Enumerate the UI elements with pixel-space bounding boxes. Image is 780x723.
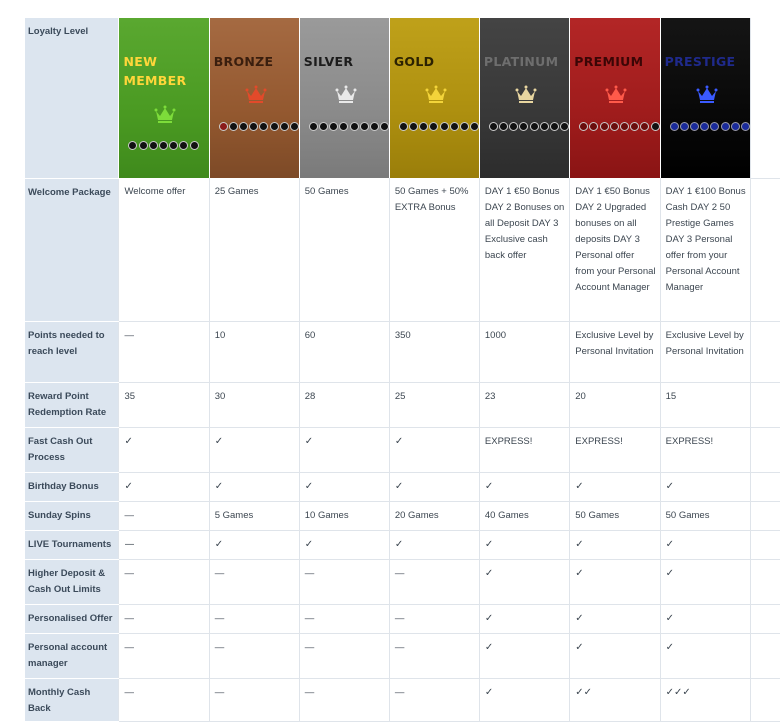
cell-fast-cash-out: EXPRESS! bbox=[570, 427, 660, 472]
level-dot-icon bbox=[721, 122, 730, 131]
cell-welcome-package: Welcome offer bbox=[119, 178, 209, 321]
tier-header-new-member bbox=[119, 18, 209, 178]
tier-name: NEW MEMBER bbox=[123, 54, 187, 88]
row-sunday-spins bbox=[25, 501, 780, 530]
row-redemption-rate bbox=[25, 382, 780, 427]
level-dot-icon bbox=[409, 122, 418, 131]
row-higher-limits bbox=[25, 559, 780, 604]
cell-account-manager: ✓ bbox=[479, 633, 569, 678]
cell-points-needed: Exclusive Level by Personal Invitation bbox=[660, 321, 750, 382]
cell-account-manager: — bbox=[119, 633, 209, 678]
level-dot-icon bbox=[630, 122, 639, 131]
cell-account-manager: — bbox=[299, 633, 389, 678]
row-label-higher-limits: Higher Deposit & Cash Out Limits bbox=[25, 559, 119, 604]
level-dot-icon bbox=[239, 122, 248, 131]
overflow-column bbox=[751, 604, 780, 633]
cell-higher-limits: — bbox=[119, 559, 209, 604]
row-account-manager bbox=[25, 633, 780, 678]
level-dot-icon bbox=[429, 122, 438, 131]
level-dot-icon bbox=[399, 122, 408, 131]
level-dot-icon bbox=[620, 122, 629, 131]
tier-header-premium bbox=[570, 18, 660, 178]
level-dot-icon bbox=[600, 122, 609, 131]
tier-name: BRONZE bbox=[213, 54, 274, 69]
cell-account-manager: ✓ bbox=[570, 633, 660, 678]
tier-header-gold bbox=[389, 18, 479, 178]
level-dot-icon bbox=[380, 122, 389, 131]
cell-fast-cash-out: EXPRESS! bbox=[660, 427, 750, 472]
level-dot-icon bbox=[128, 141, 137, 150]
level-dot-icon bbox=[690, 122, 699, 131]
row-label-points-needed: Points needed to reach level bbox=[25, 321, 119, 382]
cell-live-tournaments: ✓ bbox=[389, 530, 479, 559]
level-dot-icon bbox=[470, 122, 479, 131]
row-label-redemption-rate: Reward Point Redemption Rate bbox=[25, 382, 119, 427]
cell-higher-limits: ✓ bbox=[479, 559, 569, 604]
level-dots bbox=[670, 122, 750, 131]
tier-name: SILVER bbox=[303, 54, 354, 69]
level-dot-icon bbox=[731, 122, 740, 131]
level-dots bbox=[399, 122, 479, 131]
overflow-column bbox=[751, 178, 780, 321]
tier-name: GOLD bbox=[393, 54, 435, 69]
tier-name: PLATINUM bbox=[483, 54, 559, 69]
cell-welcome-package: 25 Games bbox=[209, 178, 299, 321]
overflow-column bbox=[751, 321, 780, 382]
cell-monthly-cash-back: — bbox=[389, 678, 479, 721]
level-dot-icon bbox=[509, 122, 518, 131]
crown-icon bbox=[515, 84, 537, 104]
cell-welcome-package: DAY 1 €100 Bonus Cash DAY 2 50 Prestige Games DAY 3 Personal offer from your Personal Account Manager bbox=[660, 178, 750, 321]
cell-welcome-package: 50 Games bbox=[299, 178, 389, 321]
level-dot-icon bbox=[350, 122, 359, 131]
row-live-tournaments bbox=[25, 530, 780, 559]
overflow-column bbox=[751, 427, 780, 472]
tier-header-silver bbox=[299, 18, 389, 178]
crown-icon bbox=[425, 84, 447, 104]
cell-monthly-cash-back: ✓✓ bbox=[570, 678, 660, 721]
cell-points-needed: 10 bbox=[209, 321, 299, 382]
crown-icon bbox=[605, 84, 627, 104]
cell-birthday-bonus: ✓ bbox=[119, 472, 209, 501]
cell-monthly-cash-back: ✓ bbox=[479, 678, 569, 721]
level-dot-icon bbox=[680, 122, 689, 131]
loyalty-comparison-table bbox=[25, 18, 780, 722]
overflow-column bbox=[751, 501, 780, 530]
row-label-birthday-bonus: Birthday Bonus bbox=[25, 472, 119, 501]
level-dot-icon bbox=[329, 122, 338, 131]
level-dot-icon bbox=[610, 122, 619, 131]
overflow-column bbox=[751, 382, 780, 427]
row-loyalty-level bbox=[25, 18, 780, 178]
cell-redemption-rate: 30 bbox=[209, 382, 299, 427]
cell-sunday-spins: 10 Games bbox=[299, 501, 389, 530]
row-label-live-tournaments: LIVE Tournaments bbox=[25, 530, 119, 559]
row-label-personalised-offer: Personalised Offer bbox=[25, 604, 119, 633]
row-welcome-package bbox=[25, 178, 780, 321]
level-dot-icon bbox=[280, 122, 289, 131]
level-dot-icon bbox=[440, 122, 449, 131]
cell-higher-limits: — bbox=[299, 559, 389, 604]
level-dot-icon bbox=[339, 122, 348, 131]
cell-welcome-package: 50 Games + 50% EXTRA Bonus bbox=[389, 178, 479, 321]
cell-personalised-offer: — bbox=[299, 604, 389, 633]
crown-icon bbox=[696, 84, 718, 104]
level-dot-icon bbox=[419, 122, 428, 131]
cell-fast-cash-out: ✓ bbox=[119, 427, 209, 472]
cell-redemption-rate: 20 bbox=[570, 382, 660, 427]
cell-birthday-bonus: ✓ bbox=[389, 472, 479, 501]
cell-fast-cash-out: ✓ bbox=[299, 427, 389, 472]
overflow-column bbox=[751, 633, 780, 678]
level-dot-icon bbox=[139, 141, 148, 150]
level-dot-icon bbox=[309, 122, 318, 131]
cell-points-needed: 1000 bbox=[479, 321, 569, 382]
cell-live-tournaments: ✓ bbox=[209, 530, 299, 559]
cell-birthday-bonus: ✓ bbox=[209, 472, 299, 501]
row-fast-cash-out bbox=[25, 427, 780, 472]
cell-points-needed: Exclusive Level by Personal Invitation bbox=[570, 321, 660, 382]
cell-welcome-package: DAY 1 €50 Bonus DAY 2 Bonuses on all Deposit DAY 3 Exclusive cash back offer bbox=[479, 178, 569, 321]
level-dot-icon bbox=[229, 122, 238, 131]
cell-live-tournaments: ✓ bbox=[299, 530, 389, 559]
cell-personalised-offer: ✓ bbox=[660, 604, 750, 633]
overflow-column bbox=[751, 18, 780, 178]
row-label-loyalty-level: Loyalty Level bbox=[25, 18, 119, 178]
cell-sunday-spins: 5 Games bbox=[209, 501, 299, 530]
cell-live-tournaments: ✓ bbox=[570, 530, 660, 559]
cell-birthday-bonus: ✓ bbox=[660, 472, 750, 501]
cell-fast-cash-out: ✓ bbox=[209, 427, 299, 472]
cell-personalised-offer: — bbox=[119, 604, 209, 633]
cell-fast-cash-out: ✓ bbox=[389, 427, 479, 472]
level-dot-icon bbox=[579, 122, 588, 131]
row-label-sunday-spins: Sunday Spins bbox=[25, 501, 119, 530]
level-dot-icon bbox=[560, 122, 569, 131]
cell-monthly-cash-back: — bbox=[209, 678, 299, 721]
crown-icon bbox=[245, 84, 267, 104]
level-dot-icon bbox=[370, 122, 379, 131]
cell-fast-cash-out: EXPRESS! bbox=[479, 427, 569, 472]
level-dot-icon bbox=[259, 122, 268, 131]
level-dot-icon bbox=[190, 141, 199, 150]
cell-points-needed: 60 bbox=[299, 321, 389, 382]
cell-higher-limits: — bbox=[389, 559, 479, 604]
level-dots bbox=[579, 122, 659, 131]
row-birthday-bonus bbox=[25, 472, 780, 501]
cell-live-tournaments: ✓ bbox=[660, 530, 750, 559]
cell-account-manager: — bbox=[389, 633, 479, 678]
level-dot-icon bbox=[589, 122, 598, 131]
tier-name: PRESTIGE bbox=[664, 54, 736, 69]
level-dot-icon bbox=[651, 122, 660, 131]
crown-icon bbox=[154, 104, 176, 124]
row-label-account-manager: Personal account manager bbox=[25, 633, 119, 678]
cell-welcome-package: DAY 1 €50 Bonus DAY 2 Upgraded bonuses on all deposits DAY 3 Personal offer from your Personal Account Manager bbox=[570, 178, 660, 321]
cell-account-manager: ✓ bbox=[660, 633, 750, 678]
level-dot-icon bbox=[670, 122, 679, 131]
level-dot-icon bbox=[249, 122, 258, 131]
level-dot-icon bbox=[710, 122, 719, 131]
level-dot-icon bbox=[179, 141, 188, 150]
row-monthly-cash-back bbox=[25, 678, 780, 721]
level-dot-icon bbox=[519, 122, 528, 131]
overflow-column bbox=[751, 472, 780, 501]
cell-live-tournaments: — bbox=[119, 530, 209, 559]
cell-points-needed: — bbox=[119, 321, 209, 382]
cell-sunday-spins: 50 Games bbox=[570, 501, 660, 530]
level-dot-icon bbox=[219, 122, 228, 131]
level-dots bbox=[489, 122, 569, 131]
level-dot-icon bbox=[290, 122, 299, 131]
level-dot-icon bbox=[499, 122, 508, 131]
level-dot-icon bbox=[319, 122, 328, 131]
tier-header-prestige bbox=[660, 18, 750, 178]
level-dots bbox=[309, 122, 389, 131]
level-dot-icon bbox=[270, 122, 279, 131]
level-dot-icon bbox=[460, 122, 469, 131]
cell-monthly-cash-back: ✓✓✓ bbox=[660, 678, 750, 721]
tier-name: PREMIUM bbox=[574, 54, 644, 69]
tier-header-platinum bbox=[479, 18, 569, 178]
level-dot-icon bbox=[169, 141, 178, 150]
loyalty-table-wrapper bbox=[25, 18, 780, 722]
cell-redemption-rate: 28 bbox=[299, 382, 389, 427]
level-dot-icon bbox=[360, 122, 369, 131]
cell-sunday-spins: 50 Games bbox=[660, 501, 750, 530]
cell-personalised-offer: ✓ bbox=[479, 604, 569, 633]
level-dot-icon bbox=[741, 122, 750, 131]
cell-personalised-offer: — bbox=[389, 604, 479, 633]
cell-live-tournaments: ✓ bbox=[479, 530, 569, 559]
cell-redemption-rate: 25 bbox=[389, 382, 479, 427]
overflow-column bbox=[751, 530, 780, 559]
cell-sunday-spins: 40 Games bbox=[479, 501, 569, 530]
level-dots bbox=[219, 122, 299, 131]
cell-redemption-rate: 23 bbox=[479, 382, 569, 427]
cell-points-needed: 350 bbox=[389, 321, 479, 382]
row-label-fast-cash-out: Fast Cash Out Process bbox=[25, 427, 119, 472]
cell-birthday-bonus: ✓ bbox=[299, 472, 389, 501]
level-dot-icon bbox=[149, 141, 158, 150]
loyalty-table-body bbox=[25, 18, 780, 721]
cell-sunday-spins: — bbox=[119, 501, 209, 530]
cell-birthday-bonus: ✓ bbox=[570, 472, 660, 501]
row-label-welcome-package: Welcome Package bbox=[25, 178, 119, 321]
cell-redemption-rate: 15 bbox=[660, 382, 750, 427]
level-dot-icon bbox=[700, 122, 709, 131]
level-dot-icon bbox=[640, 122, 649, 131]
level-dots bbox=[128, 141, 199, 150]
row-label-monthly-cash-back: Monthly Cash Back bbox=[25, 678, 119, 721]
overflow-column bbox=[751, 559, 780, 604]
level-dot-icon bbox=[489, 122, 498, 131]
tier-header-bronze bbox=[209, 18, 299, 178]
cell-redemption-rate: 35 bbox=[119, 382, 209, 427]
level-dot-icon bbox=[540, 122, 549, 131]
level-dot-icon bbox=[550, 122, 559, 131]
cell-account-manager: — bbox=[209, 633, 299, 678]
level-dot-icon bbox=[450, 122, 459, 131]
cell-higher-limits: ✓ bbox=[660, 559, 750, 604]
cell-birthday-bonus: ✓ bbox=[479, 472, 569, 501]
cell-personalised-offer: — bbox=[209, 604, 299, 633]
overflow-column bbox=[751, 678, 780, 721]
cell-higher-limits: — bbox=[209, 559, 299, 604]
cell-monthly-cash-back: — bbox=[299, 678, 389, 721]
crown-icon bbox=[335, 84, 357, 104]
row-points-needed bbox=[25, 321, 780, 382]
row-personalised-offer bbox=[25, 604, 780, 633]
cell-sunday-spins: 20 Games bbox=[389, 501, 479, 530]
cell-higher-limits: ✓ bbox=[570, 559, 660, 604]
cell-monthly-cash-back: — bbox=[119, 678, 209, 721]
level-dot-icon bbox=[159, 141, 168, 150]
level-dot-icon bbox=[530, 122, 539, 131]
cell-personalised-offer: ✓ bbox=[570, 604, 660, 633]
